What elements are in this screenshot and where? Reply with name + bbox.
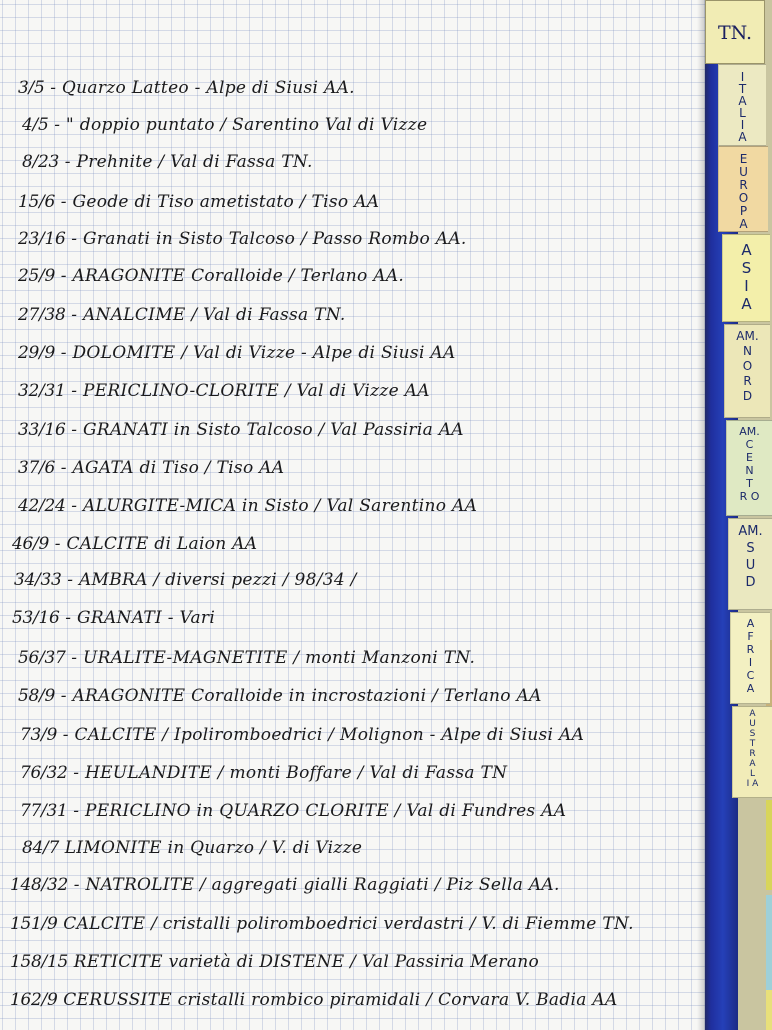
entry-row [22,115,427,135]
entry-code: 34/33 [14,570,62,590]
entry-code: 46/9 [12,534,49,554]
entry-row [10,952,539,972]
entry-text: - NATROLITE / aggregati gialli Raggiati / Piz Sella AA. [73,875,560,895]
entry-code: 3/5 [18,78,45,98]
entry-code: 29/9 [18,343,55,363]
entry-row [18,381,430,401]
entry-text: CALCITE / cristalli poliromboedrici verdastri / V. di Fiemme TN. [63,914,634,934]
tab-am-nord[interactable] [724,324,770,418]
tab-am-sud[interactable] [728,518,772,610]
tab-label: TN. [717,22,753,44]
entry-text: - ALURGITE-MICA in Sisto / Val Sarentino AA [71,496,478,516]
side-color-strip [766,800,772,890]
entry-text: - URALITE-MAGNETITE / monti Manzoni TN. [71,648,476,668]
entry-row [18,229,467,249]
tab-asia[interactable] [722,234,770,322]
entry-code: 25/9 [18,266,55,286]
entry-row [20,801,566,821]
entry-row [18,686,542,706]
entry-row [18,420,464,440]
entry-row [22,838,362,858]
entry-text: - " doppio puntato / Sarentino Val di Vizze [54,115,428,135]
entry-text: - Geode di Tiso ametistato / Tiso AA [60,192,380,212]
entry-code: 158/15 [10,952,69,972]
entry-text: - HEULANDITE / monti Boffare / Val di Fassa TN [73,763,508,783]
entry-row [10,875,560,895]
tab-label: I T A L I A [738,70,747,144]
entry-row [18,266,404,286]
entry-code: 76/32 [20,763,68,783]
tab-australia[interactable] [732,706,772,798]
entry-code: 162/9 [10,990,58,1010]
tab-label: A F R I C A [746,617,755,695]
entry-row [10,990,618,1010]
entry-row [18,305,346,325]
entry-code: 32/31 [18,381,66,401]
tab-italia[interactable] [718,64,766,146]
entry-code: 33/16 [18,420,66,440]
entry-text: - Granati in Sisto Talcoso / Passo Rombo AA. [71,229,467,249]
entry-row [18,343,456,363]
entry-text: - GRANATI - Vari [65,608,216,628]
entry-text: CERUSSITE cristalli rombico piramidali / Corvara V. Badia AA [63,990,618,1010]
tab-label: AM. C E N T R O [739,425,760,503]
entry-row [10,914,634,934]
entry-code: 77/31 [20,801,68,821]
entry-text: - PERICLINO-CLORITE / Val di Vizze AA [71,381,430,401]
entry-text: - ANALCIME / Val di Fassa TN. [71,305,346,325]
entry-text: - Quarzo Latteo - Alpe di Siusi AA. [50,78,355,98]
entry-text: - Prehnite / Val di Fassa TN. [64,152,313,172]
entry-row [14,570,357,590]
entry-text: - CALCITE di Laion AA [54,534,258,554]
entry-text: - PERICLINO in QUARZO CLORITE / Val di Fundres AA [73,801,567,821]
entry-row [12,534,257,554]
entry-row [18,78,355,98]
tab-label: E U R O P A [738,152,749,231]
entry-row [18,458,284,478]
tab-tn[interactable] [705,0,765,64]
entry-code: 56/37 [18,648,66,668]
entry-text: - DOLOMITE / Val di Vizze - Alpe di Siusi AA [60,343,456,363]
entry-text: - CALCITE / Ipoliromboedrici / Molignon - Alpe di Siusi AA [62,725,585,745]
tab-label: A U S T R A L I A [746,709,759,789]
entry-code: 53/16 [12,608,60,628]
entry-code: 148/32 [10,875,69,895]
entry-code: 84/7 [22,838,59,858]
entry-code: 15/6 [18,192,55,212]
entry-row [20,763,507,783]
entry-row [12,608,215,628]
entry-code: 8/23 [22,152,59,172]
entry-text: RETICITE varietà di DISTENE / Val Passiria Merano [73,952,539,972]
entry-row [20,725,584,745]
entry-text: - ARAGONITE Coralloide / Terlano AA. [60,266,405,286]
side-color-strip [766,990,772,1030]
entry-text: LIMONITE in Quarzo / V. di Vizze [64,838,363,858]
entry-row [18,496,477,516]
entry-text: - GRANATI in Sisto Talcoso / Val Passiria AA [71,420,464,440]
entry-row [18,648,475,668]
entry-code: 73/9 [20,725,57,745]
tab-europa[interactable] [718,146,768,232]
tab-label: A S I A [741,241,752,313]
entry-code: 42/24 [18,496,66,516]
entry-row [18,192,379,212]
tab-am-centro[interactable] [726,420,772,516]
entry-code: 27/38 [18,305,66,325]
side-color-strip [766,895,772,990]
entry-code: 58/9 [18,686,55,706]
entry-text: - AMBRA / diversi pezzi / 98/34 / [67,570,357,590]
entry-text: - ARAGONITE Coralloide in incrostazioni / Terlano AA [60,686,542,706]
entry-code: 4/5 [22,115,49,135]
entry-code: 23/16 [18,229,66,249]
entry-row [22,152,313,172]
tab-label: AM. S U D [738,524,763,590]
entry-text: - AGATA di Tiso / Tiso AA [60,458,285,478]
entry-code: 151/9 [10,914,58,934]
tab-label: AM. N O R D [736,329,759,403]
entry-code: 37/6 [18,458,55,478]
tab-africa[interactable] [730,612,770,704]
